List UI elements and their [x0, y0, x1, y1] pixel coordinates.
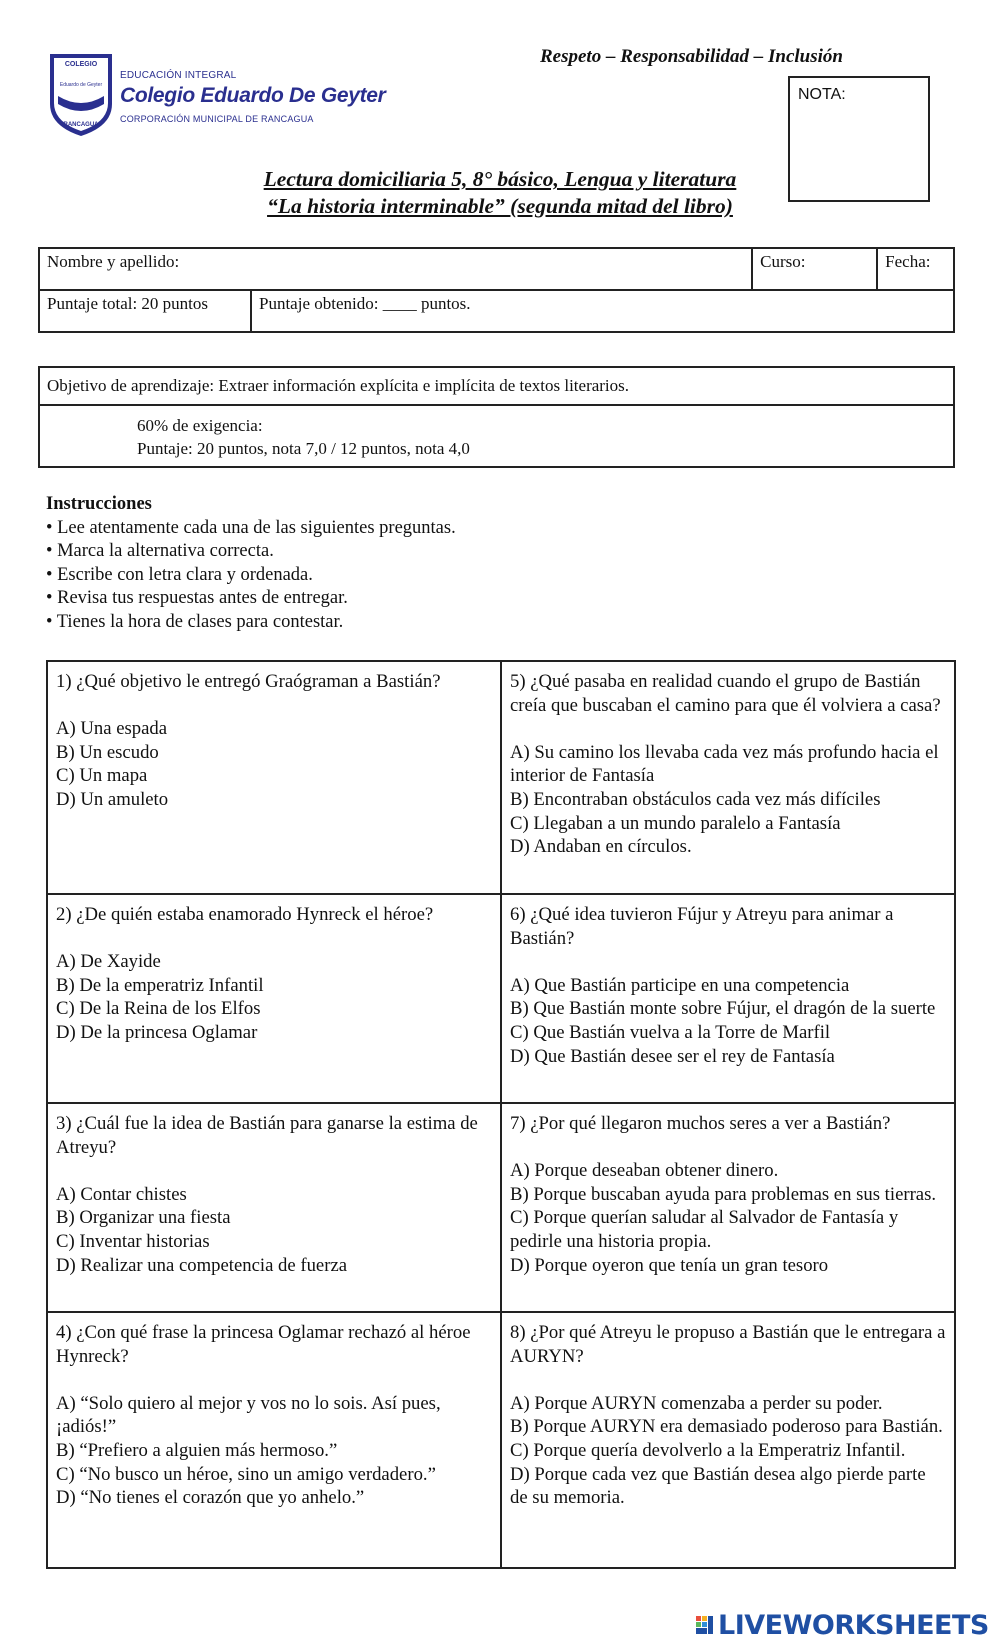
question-stem: 4) ¿Con qué frase la princesa Oglamar rechazó al héroe Hynreck? [56, 1322, 471, 1367]
puntaje-text: Puntaje: 20 puntos, nota 7,0 / 12 puntos, nota 4,0 [137, 439, 470, 458]
question-5 [501, 661, 955, 894]
answer-option[interactable]: D) Porque oyeron que tenía un gran tesoro [510, 1254, 829, 1276]
grade-label: NOTA: [798, 86, 846, 103]
answer-option[interactable]: C) Porque quería devolverlo a la Emperatriz Infantil. [510, 1439, 906, 1461]
school-logo-text [120, 70, 386, 124]
school-crest-logo [48, 52, 114, 138]
question-stem: 3) ¿Cuál fue la idea de Bastián para ganarse la estima de Atreyu? [56, 1113, 478, 1158]
answer-option[interactable]: A) “Solo quiero al mejor y vos no lo sois. Así pues, ¡adiós!” [56, 1392, 441, 1438]
instruction-item: • Revisa tus respuestas antes de entregar. [46, 587, 456, 611]
answer-option[interactable]: D) “No tienes el corazón que yo anhelo.” [56, 1487, 365, 1509]
answer-option[interactable]: B) Porque buscaban ayuda para problemas en sus tierras. [510, 1183, 937, 1205]
learning-objective: Objetivo de aprendizaje: Extraer información explícita e implícita de textos literarios. [39, 367, 954, 405]
answer-option[interactable]: D) Andaban en círculos. [510, 836, 692, 858]
answer-option[interactable]: C) Llegaban a un mundo paralelo a Fantasía [510, 812, 841, 834]
question-stem: 2) ¿De quién estaba enamorado Hynreck el héroe? [56, 904, 434, 925]
student-info-table [38, 247, 955, 333]
answer-option[interactable]: C) Un mapa [56, 765, 148, 787]
liveworksheets-logo-icon [696, 1614, 714, 1636]
answer-option[interactable]: B) Porque AURYN era demasiado poderoso para Bastián. [510, 1416, 943, 1438]
answer-option[interactable]: C) Porque querían saludar al Salvador de Fantasía y pedirle una historia propia. [510, 1207, 899, 1252]
question-stem: 7) ¿Por qué llegaron muchos seres a ver a Bastián? [510, 1113, 891, 1134]
answer-option[interactable]: A) Porque deseaban obtener dinero. [510, 1160, 779, 1182]
answer-option[interactable]: A) De Xayide [56, 951, 161, 973]
logo-line-3: CORPORACIÓN MUNICIPAL DE RANCAGUA [120, 114, 314, 124]
answer-option[interactable]: B) Un escudo [56, 741, 159, 763]
question-1 [47, 661, 501, 894]
question-stem: 5) ¿Qué pasaba en realidad cuando el grupo de Bastián creía que buscaban el camino para que él volviera a casa? [510, 671, 941, 716]
question-6 [501, 894, 955, 1103]
instruction-item: • Marca la alternativa correcta. [46, 540, 456, 564]
answer-option[interactable]: B) Que Bastián monte sobre Fújur, el dragón de la suerte [510, 998, 936, 1020]
answer-option[interactable]: C) Inventar historias [56, 1230, 210, 1252]
answer-option[interactable]: C) De la Reina de los Elfos [56, 998, 261, 1020]
answer-option[interactable]: A) Porque AURYN comenzaba a perder su poder. [510, 1392, 883, 1414]
total-score-cell: Puntaje total: 20 puntos [39, 290, 251, 332]
answer-option[interactable]: D) De la princesa Oglamar [56, 1021, 258, 1043]
question-stem: 8) ¿Por qué Atreyu le propuso a Bastián que le entregara a AURYN? [510, 1322, 946, 1367]
logo-line-1: EDUCACIÓN INTEGRAL [120, 70, 237, 81]
question-4 [47, 1312, 501, 1568]
answer-option[interactable]: A) Una espada [56, 718, 168, 740]
answer-option[interactable]: B) “Prefiero a alguien más hermoso.” [56, 1439, 338, 1461]
answer-option[interactable]: A) Su camino los llevaba cada vez más profundo hacia el interior de Fantasía [510, 741, 939, 787]
question-stem: 6) ¿Qué idea tuvieron Fújur y Atreyu para animar a Bastián? [510, 904, 894, 949]
liveworksheets-brand [696, 1610, 989, 1641]
answer-option[interactable]: C) “No busco un héroe, sino un amigo verdadero.” [56, 1463, 436, 1485]
question-7 [501, 1103, 955, 1312]
document-title: Lectura domiciliaria 5, 8° básico, Lengua y literatura [263, 167, 737, 191]
document-subtitle: “La historia interminable” (segunda mitad del libro) [267, 194, 733, 218]
instruction-item: • Lee atentamente cada una de las siguientes preguntas. [46, 517, 456, 541]
question-3 [47, 1103, 501, 1312]
instructions [46, 493, 456, 635]
answer-option[interactable]: D) Que Bastián desee ser el rey de Fantasía [510, 1045, 835, 1067]
answer-option[interactable]: A) Que Bastián participe en una competencia [510, 974, 850, 996]
objective-table [38, 366, 955, 468]
school-motto: Respeto – Responsabilidad – Inclusión [540, 46, 843, 67]
question-8 [501, 1312, 955, 1568]
question-2 [47, 894, 501, 1103]
svg-text:RANCAGUA: RANCAGUA [63, 122, 99, 128]
answer-option[interactable]: B) Encontraban obstáculos cada vez más difíciles [510, 788, 881, 810]
grading-requirements [39, 405, 954, 467]
date-field[interactable]: Fecha: [877, 248, 954, 290]
svg-text:COLEGIO: COLEGIO [64, 61, 98, 68]
answer-option[interactable]: D) Realizar una competencia de fuerza [56, 1254, 348, 1276]
school-name: Colegio Eduardo De Geyter [120, 84, 386, 107]
obtained-score-field[interactable]: Puntaje obtenido: ____ puntos. [251, 290, 954, 332]
instruction-item: • Tienes la hora de clases para contestar. [46, 611, 456, 635]
svg-text:Eduardo de Geyter: Eduardo de Geyter [59, 82, 103, 88]
answer-option[interactable]: D) Porque cada vez que Bastián desea algo pierde parte de su memoria. [510, 1463, 926, 1509]
question-stem: 1) ¿Qué objetivo le entregó Graógraman a Bastián? [56, 671, 441, 692]
instructions-heading: Instrucciones [46, 494, 152, 514]
answer-option[interactable]: C) Que Bastián vuelva a la Torre de Marfil [510, 1021, 831, 1043]
course-field[interactable]: Curso: [752, 248, 877, 290]
brand-name: LIVEWORKSHEETS [718, 1610, 989, 1641]
answer-option[interactable]: D) Un amuleto [56, 788, 169, 810]
questions-table [46, 660, 956, 1569]
instruction-item: • Escribe con letra clara y ordenada. [46, 564, 456, 588]
answer-option[interactable]: B) Organizar una fiesta [56, 1207, 231, 1229]
answer-option[interactable]: B) De la emperatriz Infantil [56, 974, 264, 996]
answer-option[interactable]: A) Contar chistes [56, 1183, 187, 1205]
exigencia-text: 60% de exigencia: [137, 416, 263, 435]
name-field[interactable]: Nombre y apellido: [39, 248, 752, 290]
